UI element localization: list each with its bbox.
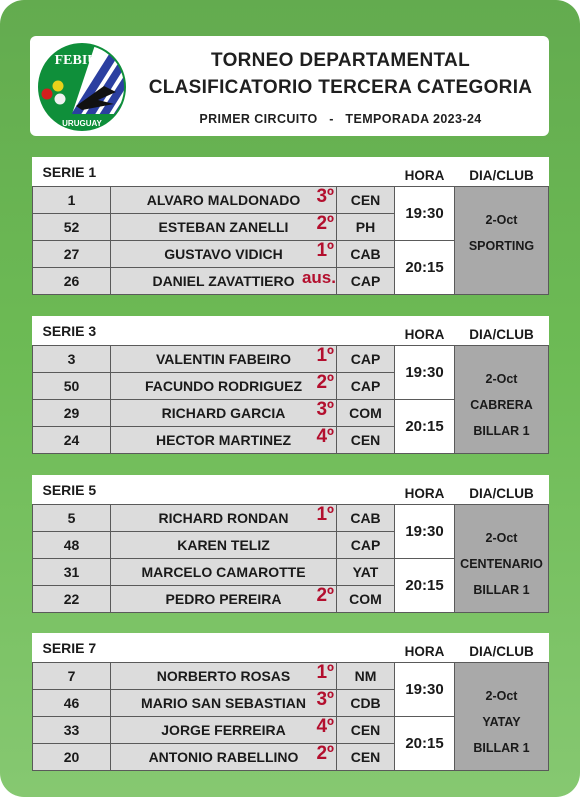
player-club: CAP xyxy=(337,346,395,373)
player-name-cell xyxy=(111,559,337,586)
serie-name: SERIE 1 xyxy=(33,157,395,187)
player-club: CAB xyxy=(337,505,395,532)
player-position: 2º xyxy=(316,585,334,606)
player-name-cell xyxy=(111,346,337,373)
player-club: CEN xyxy=(337,187,395,214)
player-name: ALVARO MALDONADO xyxy=(146,192,301,208)
player-club: COM xyxy=(337,586,395,613)
player-position: 2º xyxy=(316,743,334,764)
hora-2: 20:15 xyxy=(395,717,455,771)
logo-text-top: FEBIU xyxy=(54,53,98,68)
player-club: CEN xyxy=(337,427,395,454)
player-position: 2º xyxy=(316,213,334,234)
player-row xyxy=(33,663,549,690)
player-position: 1º xyxy=(316,345,334,366)
player-number: 29 xyxy=(33,400,111,427)
hora-2: 20:15 xyxy=(395,559,455,613)
dia-club-line: SPORTING xyxy=(468,239,535,253)
hora-1: 19:30 xyxy=(395,187,455,241)
player-name-cell xyxy=(111,505,337,532)
player-position: 3º xyxy=(316,399,334,420)
player-name: MARIO SAN SEBASTIAN xyxy=(141,695,306,711)
player-name: DANIEL ZAVATTIERO xyxy=(152,273,295,289)
player-club: CDB xyxy=(337,690,395,717)
player-name: HECTOR MARTINEZ xyxy=(155,432,292,448)
player-position: aus. xyxy=(301,268,336,287)
player-name: FACUNDO RODRIGUEZ xyxy=(144,378,303,394)
player-name: ESTEBAN ZANELLI xyxy=(158,219,289,235)
player-name-cell xyxy=(111,373,337,400)
player-number: 20 xyxy=(33,744,111,771)
player-club: CAP xyxy=(337,373,395,400)
dia-club-line: YATAY xyxy=(482,715,521,729)
player-name: PEDRO PEREIRA xyxy=(165,591,282,607)
serie-table-3 xyxy=(32,475,548,607)
player-name-cell xyxy=(111,187,337,214)
player-number: 50 xyxy=(33,373,111,400)
hora-2: 20:15 xyxy=(395,241,455,295)
dia-club-header: DIA/CLUB xyxy=(455,475,549,505)
dia-club-cell xyxy=(455,663,549,771)
dia-club-cell xyxy=(455,187,549,295)
player-position: 3º xyxy=(316,689,334,710)
dia-club-line: BILLAR 1 xyxy=(473,583,530,597)
player-club: CEN xyxy=(337,717,395,744)
dia-club-line: 2-Oct xyxy=(485,213,518,227)
player-name-cell xyxy=(111,586,337,613)
title-line-2: CLASIFICATORIO TERCERA CATEGORIA xyxy=(148,77,533,98)
dia-club-line: CENTENARIO xyxy=(460,557,543,571)
player-name-cell xyxy=(111,717,337,744)
player-row xyxy=(33,187,549,214)
serie-table-2 xyxy=(32,316,548,448)
player-number: 27 xyxy=(33,241,111,268)
player-position: 4º xyxy=(316,716,334,737)
hora-header: HORA xyxy=(395,316,455,346)
player-position: 2º xyxy=(316,372,334,393)
player-position: 4º xyxy=(316,426,334,447)
serie-name: SERIE 3 xyxy=(33,316,395,346)
hora-1: 19:30 xyxy=(395,346,455,400)
player-number: 22 xyxy=(33,586,111,613)
dia-club-line: CABRERA xyxy=(470,398,533,412)
title-line-1: TORNEO DEPARTAMENTAL xyxy=(211,50,470,71)
player-name-cell xyxy=(111,214,337,241)
player-name: JORGE FERREIRA xyxy=(161,722,286,738)
player-club: YAT xyxy=(337,559,395,586)
febiu-logo xyxy=(36,42,128,132)
player-club: CAP xyxy=(337,268,395,295)
header-panel xyxy=(30,36,549,136)
player-number: 1 xyxy=(33,187,111,214)
logo-text-bottom: URUGUAY xyxy=(62,119,102,128)
player-name: NORBERTO ROSAS xyxy=(156,668,291,684)
player-number: 46 xyxy=(33,690,111,717)
player-position: 3º xyxy=(316,186,334,207)
dia-club-line xyxy=(455,259,548,285)
player-position: 1º xyxy=(316,240,334,261)
player-row xyxy=(33,346,549,373)
player-club: CEN xyxy=(337,744,395,771)
player-number: 24 xyxy=(33,427,111,454)
serie-name: SERIE 5 xyxy=(33,475,395,505)
serie-table-4 xyxy=(32,633,548,765)
player-name-cell xyxy=(111,400,337,427)
dia-club-line: BILLAR 1 xyxy=(473,741,530,755)
dia-club-header: DIA/CLUB xyxy=(455,633,549,663)
player-number: 31 xyxy=(33,559,111,586)
player-name: ANTONIO RABELLINO xyxy=(148,749,299,765)
player-name-cell xyxy=(111,268,337,295)
player-club: CAB xyxy=(337,241,395,268)
dia-club-cell xyxy=(455,346,549,454)
player-name: RICHARD RONDAN xyxy=(158,510,289,526)
player-name: RICHARD GARCIA xyxy=(161,405,286,421)
player-name-cell xyxy=(111,663,337,690)
player-name-cell xyxy=(111,744,337,771)
player-number: 5 xyxy=(33,505,111,532)
hora-2: 20:15 xyxy=(395,400,455,454)
serie-name: SERIE 7 xyxy=(33,633,395,663)
player-name-cell xyxy=(111,690,337,717)
dia-club-line: 2-Oct xyxy=(485,531,518,545)
player-row xyxy=(33,505,549,532)
hora-header: HORA xyxy=(395,633,455,663)
player-number: 33 xyxy=(33,717,111,744)
player-name: VALENTIN FABEIRO xyxy=(155,351,292,367)
dia-club-header: DIA/CLUB xyxy=(455,316,549,346)
player-club: PH xyxy=(337,214,395,241)
player-name-cell xyxy=(111,427,337,454)
dia-club-line: 2-Oct xyxy=(485,689,518,703)
serie-table-1 xyxy=(32,157,548,289)
dia-club-line: BILLAR 1 xyxy=(473,424,530,438)
player-position: 1º xyxy=(316,504,334,525)
player-name: KAREN TELIZ xyxy=(177,537,270,553)
hora-header: HORA xyxy=(395,475,455,505)
player-position: 1º xyxy=(316,662,334,683)
player-name-cell xyxy=(111,241,337,268)
dia-club-line: 2-Oct xyxy=(485,372,518,386)
dia-club-cell xyxy=(455,505,549,613)
player-club: COM xyxy=(337,400,395,427)
subtitle: PRIMER CIRCUITO - TEMPORADA 2023-24 xyxy=(199,112,482,126)
hora-header: HORA xyxy=(395,157,455,187)
hora-1: 19:30 xyxy=(395,505,455,559)
player-number: 3 xyxy=(33,346,111,373)
player-name: MARCELO CAMAROTTE xyxy=(141,564,306,580)
player-number: 26 xyxy=(33,268,111,295)
player-number: 48 xyxy=(33,532,111,559)
player-name: GUSTAVO VIDICH xyxy=(164,246,283,262)
player-number: 52 xyxy=(33,214,111,241)
player-name-cell xyxy=(111,532,337,559)
player-club: CAP xyxy=(337,532,395,559)
player-number: 7 xyxy=(33,663,111,690)
dia-club-header: DIA/CLUB xyxy=(455,157,549,187)
hora-1: 19:30 xyxy=(395,663,455,717)
player-club: NM xyxy=(337,663,395,690)
